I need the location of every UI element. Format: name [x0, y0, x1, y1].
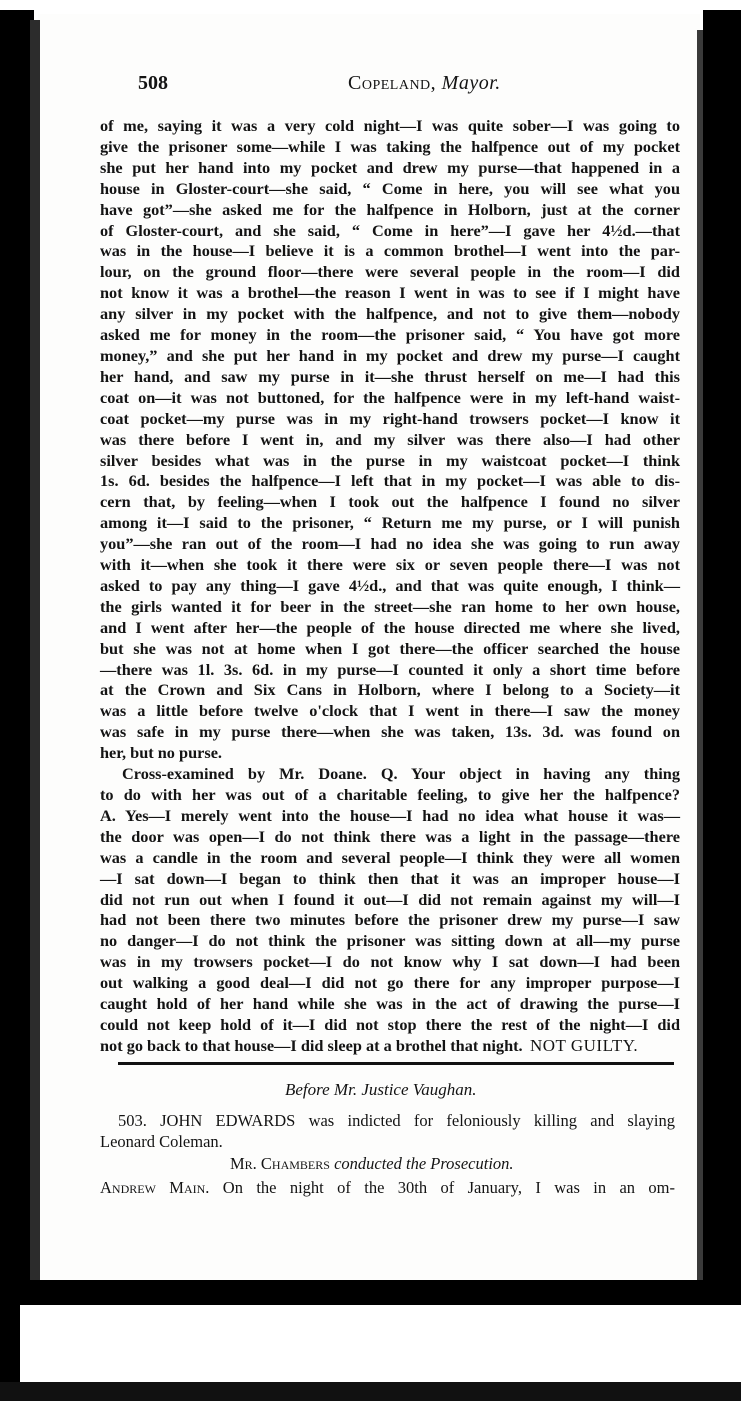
running-head	[348, 72, 501, 95]
text-line: no danger—I do not think the prisoner was sitting down at all—my purse	[100, 931, 680, 951]
scan-bottom-edge	[0, 1280, 741, 1305]
scan-binding-shadow	[30, 20, 40, 1290]
text-line: but she was not at home when I got there—the officer searched the house	[100, 638, 680, 658]
text-line: her, but no purse.	[100, 743, 222, 763]
text-line: not know it was a brothel—the reason I went in was to see if I might have	[100, 283, 680, 303]
text-line: of me, saying it was a very cold night—I was quite sober—I was going to	[100, 116, 680, 135]
running-head-name: Copeland,	[348, 72, 437, 94]
text-line: —there was 1l. 3s. 6d. in my purse—I counted it only a short time before	[100, 659, 680, 679]
text-line: could not keep hold of it—I did not stop there the rest of the night—I did	[100, 1014, 680, 1034]
text-line: among it—I said to the prisoner, “ Return me my purse, or I will punish	[100, 513, 680, 533]
text-line: was a little before twelve o'clock that I went in there—I saw the money	[100, 701, 680, 721]
text-line: was in the house—I believe it is a common brothel—I went into the par-	[100, 241, 680, 261]
case-line: Leonard Coleman.	[100, 1132, 223, 1151]
witness-name: Andrew Main.	[100, 1178, 210, 1197]
before-judge-heading: Before Mr. Justice Vaughan.	[285, 1080, 477, 1099]
testimony-text	[100, 116, 680, 1057]
text-line: coat on—it was not buttoned, for the halfpence were in my left-hand waist-	[100, 387, 680, 407]
text-line: to do with her was out of a charitable feeling, to give her the halfpence?	[100, 785, 680, 804]
witness-line	[100, 1178, 675, 1198]
scan-bottom-strip	[0, 1382, 741, 1401]
text-line: of Gloster-court, and she said, “ Come in here”—I gave her 4½d.—that	[100, 220, 680, 240]
running-head-title: Mayor.	[441, 72, 501, 94]
text-line: give the prisoner some—while I was taking the halfpence out of my pocket	[100, 136, 680, 156]
text-line: was there before I went in, and my silver was there also—I had other	[100, 429, 680, 449]
text-line: and I went after her—the people of the house directed me where she lived,	[100, 617, 680, 637]
scan-binding-right	[703, 10, 741, 1300]
text-line: any silver in my pocket with the halfpence, and not to give them—nobody	[100, 304, 680, 324]
text-line: house in Gloster-court—she said, “ Come in here, you will see what you	[100, 178, 680, 198]
text-line: her hand, and saw my purse in it—she thrust herself on me—I had this	[100, 366, 680, 386]
case-entry	[100, 1110, 675, 1152]
scan-corner	[0, 1300, 20, 1385]
text-line: coat pocket—my purse was in my right-hand trowsers pocket—I know it	[100, 408, 680, 428]
verdict: NOT GUILTY.	[530, 1036, 639, 1055]
text-line: with it—when she took it there were six or seven people there—I was not	[100, 555, 680, 575]
page-header	[138, 72, 658, 102]
text-line: asked me for money in the room—the prisoner said, “ You have got more	[100, 325, 680, 345]
text-line: not go back to that house—I did sleep at a brothel that night.	[100, 1035, 523, 1055]
counsel-name: Mr. Chambers	[230, 1154, 330, 1173]
text-line: —I sat down—I began to think then that it was an improper house—I	[100, 868, 680, 888]
text-line: she put her hand into my pocket and drew my purse—that happened in a	[100, 157, 680, 177]
text-line: the girls wanted it for beer in the street—she ran home to her own house,	[100, 596, 680, 616]
text-line: lour, on the ground floor—there were several people in the room—I did	[100, 262, 680, 282]
text-line: 1s. 6d. besides the halfpence—I left that in my pocket—I was able to dis-	[100, 471, 680, 491]
text-line: at the Crown and Six Cans in Holborn, where I belong to a Society—it	[100, 680, 680, 700]
counsel-text: conducted the Prosecution.	[334, 1154, 514, 1173]
text-line: money,” and she put her hand in my pocket and drew my purse—I caught	[100, 345, 680, 365]
scan-top-margin	[0, 0, 741, 10]
counsel-line	[230, 1154, 514, 1174]
text-line: out walking a good deal—I did not go there for any improper purpose—I	[100, 973, 680, 993]
text-line: asked to pay any thing—I gave 4½d., and that was quite enough, I think—	[100, 575, 680, 595]
text-line: was in my trowsers pocket—I do not know why I sat down—I had been	[100, 952, 680, 972]
section-divider	[118, 1062, 674, 1065]
scan-binding-left	[0, 10, 34, 1300]
text-line: was a candle in the room and several people—I think they were all women	[100, 847, 680, 867]
text-line: caught hold of her hand while she was in the act of drawing the purse—I	[100, 994, 680, 1014]
text-line: have got”—she asked me for the halfpence in Holborn, just at the corner	[100, 199, 680, 219]
text-line: you”—she ran out of the room—I had no idea she was going to run away	[100, 534, 680, 554]
text-line: Cross-examined by Mr. Doane. Q. Your object in having any thing	[122, 764, 680, 784]
text-line: A. Yes—I merely went into the house—I had no idea what house it was—	[100, 805, 680, 825]
case-line: 503. JOHN EDWARDS was indicted for feloniously killing and slaying	[118, 1111, 675, 1130]
text-line: was safe in my purse there—when she was taken, 13s. 3d. was found on	[100, 722, 680, 742]
page-number: 508	[138, 72, 168, 94]
witness-text: On the night of the 30th of January, I was in an om-	[222, 1178, 675, 1197]
text-line: did not run out when I found it out—I did not remain against my will—I	[100, 889, 680, 909]
text-line: cern that, by feeling—when I took out the halfpence I found no silver	[100, 492, 680, 512]
text-line: silver besides what was in the purse in my waistcoat pocket—I think	[100, 450, 680, 470]
text-line: the door was open—I do not think there was a light in the passage—there	[100, 826, 680, 846]
text-line: had not been there two minutes before the prisoner drew my purse—I saw	[100, 910, 680, 930]
